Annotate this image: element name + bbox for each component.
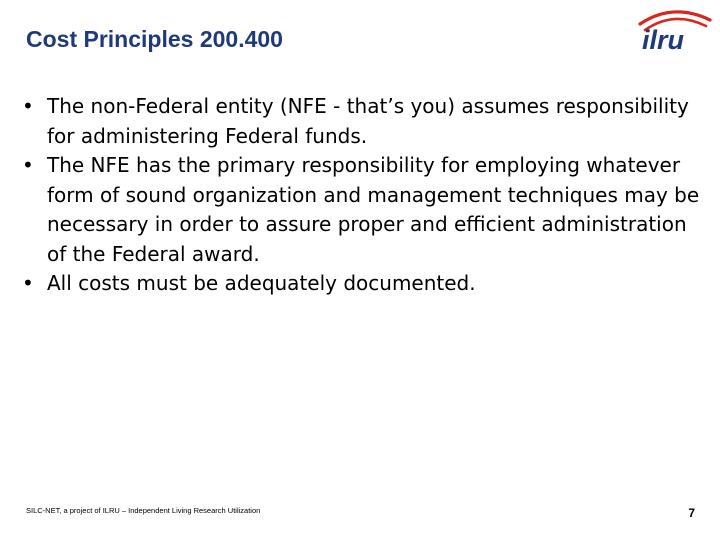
footer-credit: SILC-NET, a project of ILRU – Independent Living Research Utilization — [26, 506, 261, 515]
ilru-logo — [618, 4, 716, 56]
bullet-item-management-techniques — [22, 151, 702, 269]
bullet-glyph: • — [22, 94, 34, 118]
page-number: 7 — [688, 506, 695, 520]
slide-title: Cost Principles 200.400 — [26, 26, 283, 52]
bullet-text: All costs must be adequately documented. — [47, 271, 476, 295]
bullet-list — [22, 92, 702, 299]
logo-wordmark: ilru — [642, 25, 685, 55]
bullet-text: The non-Federal entity (NFE - that’s you) assumes responsibility for administering Federal funds. — [47, 94, 689, 148]
bullet-glyph: • — [22, 271, 34, 295]
bullet-glyph: • — [22, 153, 34, 177]
bullet-text: The NFE has the primary responsibility for employing whatever form of sound organization and management techniques may be necessary in order to assure proper and efficient administration of the Federal award. — [47, 153, 700, 266]
bullet-item-nfe-responsibility — [22, 92, 702, 151]
bullet-item-documented-costs — [22, 269, 702, 299]
